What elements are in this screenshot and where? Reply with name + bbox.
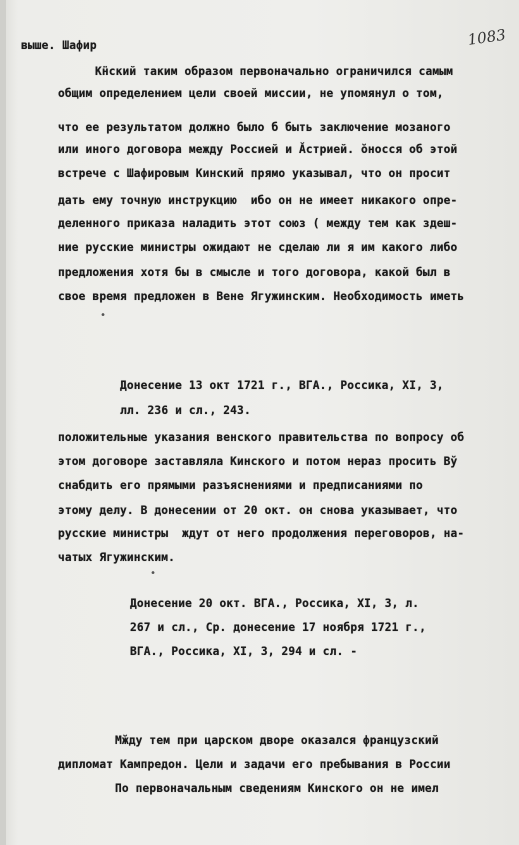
text-line: К̈нский таким образом первоначально ограничился самым [95,65,454,78]
text-line: выше. Шафир [21,39,97,52]
text-line: дать ему точную инструкцию ибо он не имеет никакого опре- [58,194,458,207]
footnote-line: 267 и сл., Ср. донесение 17 ноября 1721 г., [130,621,427,634]
text-line: этому делу. В донесении от 20 окт. он снова указывает, что [58,504,458,517]
footnote-line: ВГА., Россика, XI, 3, 294 и сл. - [130,645,358,658]
text-line: дипломат Кампредон. Цели и задачи его пребывания в России [58,758,451,771]
footnote-line: лл. 236 и сл., 243. [120,404,251,417]
footnote-line: Донесение 13 окт 1721 г., ВГА., Россика, XI, 3, [120,379,444,392]
text-line: предложения хотя бы в смысле и того договора, какой был в [58,266,451,279]
text-line: русские министры ждут от него продолжения переговоров, на- [58,527,465,540]
text-line: общим определением цели своей миссии, не упомянул о том, [58,87,444,100]
text-line: По первоначальным сведениям Кинского он не имел [115,782,439,795]
stray-mark: • [100,310,107,321]
text-line: положительные указания венского правительства по вопросу об [58,431,465,444]
text-line: чатых Ягужинским. [58,551,176,564]
page-edge-shadow [0,0,6,845]
stray-mark: • [150,568,157,579]
text-line: снабдить его прямыми разъяснениями и предписаниями по [58,479,423,492]
text-line: или иного договора между Россией и Ӑстрией. ̆оносся об этой [58,143,458,156]
text-line: деленного приказа наладить этот союз ( между тем как здеш- [58,217,458,230]
text-line: что ее результатом должно было б быть заключение мозаного [58,121,451,134]
text-line: ние русские министры ожидают не сделаю ли я им какого либо [58,241,458,254]
footnote-line: Донесение 20 окт. ВГА., Россика, XI, 3, л. [130,597,420,610]
text-line: этом договоре заставляла Кинского и потом нераз просить В̆у [58,455,458,468]
text-line: встрече с Шафировым Кинский прямо указывал, что он просит [58,167,451,180]
text-line: свое время предложен в Вене Ягужинским. Необходимость иметь [58,290,465,303]
page-number: 1083 [466,25,507,49]
text-line: М̆жду тем при царском дворе оказался французский [115,734,439,747]
